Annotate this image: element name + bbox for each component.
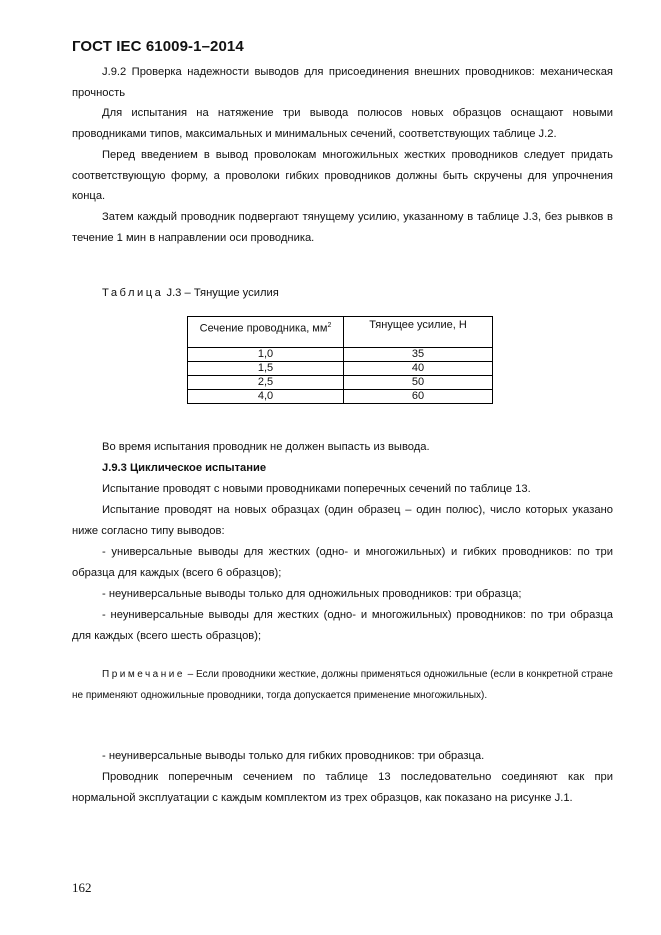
cell-force: 40 (344, 362, 493, 376)
paragraph-cyclic-test: Испытание проводят с новыми проводниками поперечных сечений по таблице 13. (102, 483, 531, 495)
pull-force-table (187, 316, 493, 404)
table-row (188, 362, 493, 376)
cell-force: 60 (344, 390, 493, 404)
paragraph-pull-force: Затем каждый проводник подвергают тянущему усилию, указанному в таблице J.3, без рывков в течение 1 мин в направлении оси проводника. (72, 211, 613, 244)
table-caption-text: J.3 – Тянущие усилия (163, 287, 279, 299)
section-heading-j93: J.9.3 Циклическое испытание (102, 462, 267, 474)
paragraph-samples: Испытание проводят на новых образцах (один образец – один полюс), число которых указано ниже согласно типу выводов: (72, 504, 613, 537)
table-caption (102, 287, 279, 299)
list-item-flexible: - неуниверсальные выводы только для гибких проводников: три образца. (102, 750, 485, 762)
table-caption-word: Таблица (102, 287, 164, 299)
header-section-text: Сечение проводника, мм (199, 322, 328, 335)
table-row (188, 376, 493, 390)
table-header-row (188, 317, 493, 348)
note-text: – Если проводники жесткие, должны применяться одножильные (если в конкретной стране не применяют одножильные проводники, тогда допускается применение многожильных). (72, 669, 613, 701)
note (72, 664, 613, 706)
note-label: Примечание (102, 669, 185, 680)
list-item-single-wire: - неуниверсальные выводы только для одножильных проводников: три образца; (102, 588, 522, 600)
header-section (188, 317, 344, 348)
cell-force: 50 (344, 376, 493, 390)
cell-section: 2,5 (188, 376, 344, 390)
cell-section: 4,0 (188, 390, 344, 404)
paragraph-tension-test: Для испытания на натяжение три вывода полюсов новых образцов оснащают новыми проводниками типов, максимальных и минимальных сечений, соответствующих таблице J.2. (72, 107, 613, 140)
header-section-sup: 2 (327, 322, 332, 329)
cell-section: 1,0 (188, 348, 344, 362)
paragraph-conductor-prep: Перед введением в вывод проволокам многожильных жестких проводников следует придать соответствующую форму, а проволоки гибких проводников должны быть скручены для упрочнения конца. (72, 149, 613, 202)
paragraph-connection: Проводник поперечным сечением по таблице 13 последовательно соединяют как при нормальной эксплуатации с каждым комплектом из трех образцов, как показано на рисунке J.1. (72, 771, 613, 804)
list-item-universal: - универсальные выводы для жестких (одно- и многожильных) и гибких проводников: по три образца для каждых (всего 6 образцов); (72, 546, 613, 579)
document-header: ГОСТ IEC 61009-1–2014 (72, 38, 244, 55)
paragraph-no-slip: Во время испытания проводник не должен выпасть из вывода. (102, 441, 430, 453)
table-row (188, 348, 493, 362)
page-number: 162 (72, 880, 92, 895)
list-item-rigid: - неуниверсальные выводы для жестких (одно- и многожильных) проводников: по три образца для каждых (всего шесть образцов); (72, 609, 613, 642)
header-force: Тянущее усилие, Н (344, 317, 493, 348)
paragraph-j92: J.9.2 Проверка надежности выводов для присоединения внешних проводников: механическая прочность (72, 66, 613, 99)
cell-section: 1,5 (188, 362, 344, 376)
cell-force: 35 (344, 348, 493, 362)
table-row (188, 390, 493, 404)
